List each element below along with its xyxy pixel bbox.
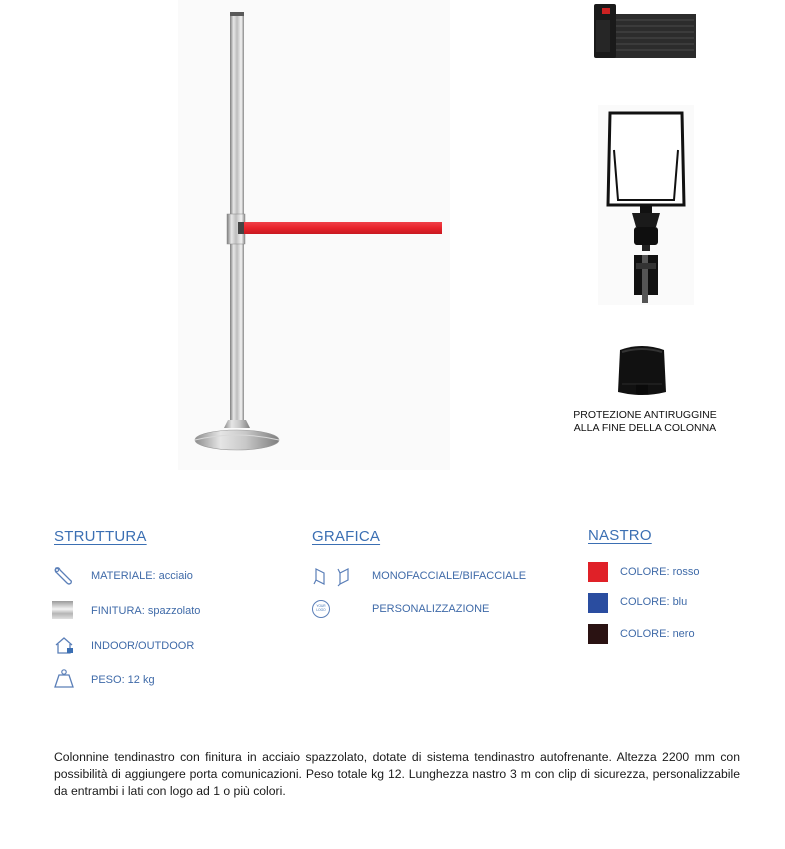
color-swatch-red[interactable]: [588, 562, 608, 582]
spec-peso: PESO: 12 kg: [91, 674, 155, 686]
wrench-icon: [52, 565, 74, 587]
color-label-blue: COLORE: blu: [620, 596, 688, 608]
color-swatch-black[interactable]: [588, 624, 608, 644]
product-description: Colonnine tendinastro con finitura in acciaio spazzolato, dotate di sistema tendinastro autofrenante. Altezza 2200 mm con possibilità di aggiungere porta comunicazioni. Peso totale kg 12. Lunghezza nastro 3 m con clip di sicurezza, personalizzabile da entrambi i lati con logo ad 1 o più colori.: [54, 750, 740, 798]
color-label-red: COLORE: rosso: [620, 566, 700, 578]
belt-cassette-image: [590, 0, 700, 66]
color-swatch-blue[interactable]: [588, 593, 608, 613]
spec-monofacciale-bifacciale: MONOFACCIALE/BIFACCIALE: [372, 570, 527, 582]
indoor-outdoor-house-icon: [53, 634, 75, 656]
sign-holder-image: [598, 105, 694, 305]
end-cap-caption-line1: PROTEZIONE ANTIRUGGINE: [573, 409, 717, 421]
your-logo-icon: [312, 600, 330, 618]
spec-indoor-outdoor: INDOOR/OUTDOOR: [91, 640, 195, 652]
color-label-black: COLORE: nero: [620, 628, 695, 640]
spec-personalizzazione: PERSONALIZZAZIONE: [372, 603, 490, 615]
single-double-side-icon: [312, 565, 356, 587]
brushed-finish-icon: [52, 601, 73, 619]
section-title-struttura[interactable]: STRUTTURA: [54, 528, 147, 545]
spec-finitura: FINITURA: spazzolato: [91, 605, 201, 617]
end-cap-caption-line2: ALLA FINE DELLA COLONNA: [573, 422, 717, 434]
your-logo-icon-text: YOUR LOGO: [316, 604, 326, 612]
weight-icon: [53, 667, 75, 689]
end-cap-image: [612, 340, 672, 400]
end-cap-caption: [560, 409, 730, 435]
section-title-grafica[interactable]: GRAFICA: [312, 528, 381, 545]
section-title-nastro[interactable]: NASTRO: [588, 527, 652, 544]
stanchion-product-image: [178, 0, 450, 470]
spec-materiale: MATERIALE: acciaio: [91, 570, 193, 582]
